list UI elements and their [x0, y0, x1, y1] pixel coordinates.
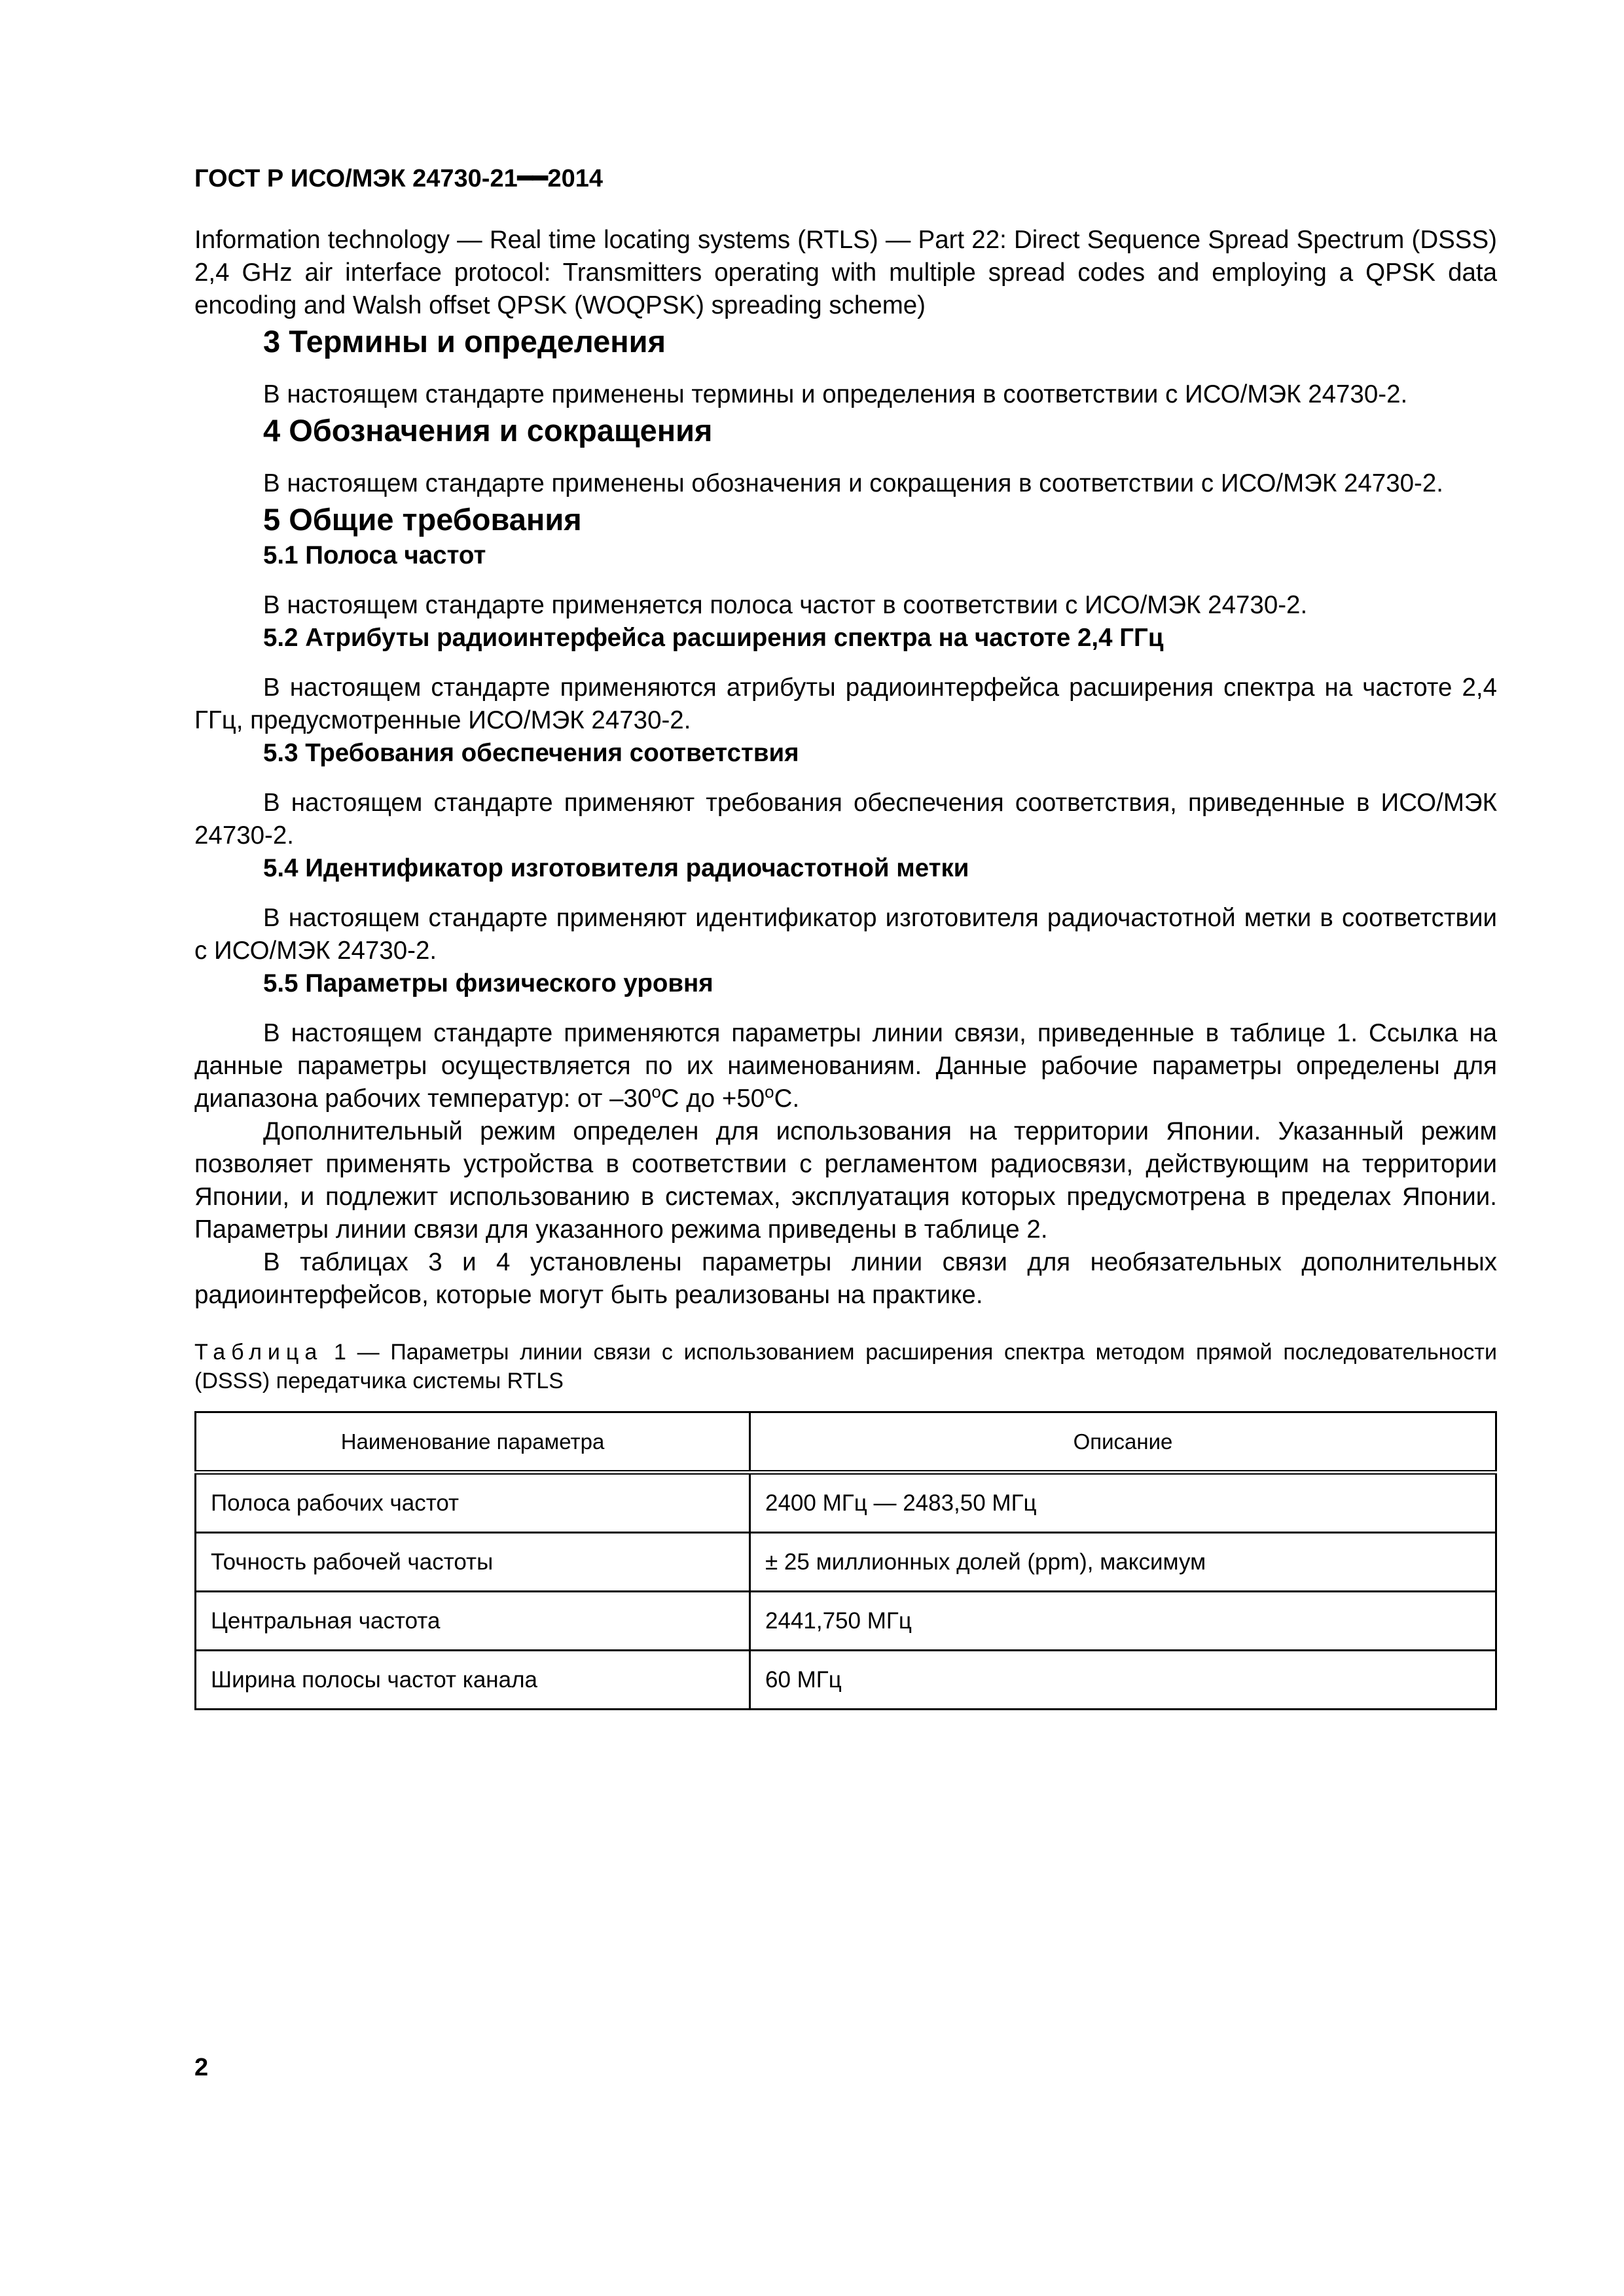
column-header-parameter: Наименование параметра: [196, 1412, 750, 1473]
section-5-3-text: В настоящем стандарте применяют требования обеспечения соответствия, приведенные в ИСО/МЭК 24730-2.: [194, 789, 1497, 850]
temperature-text-middle: С до +50: [660, 1085, 765, 1113]
section-5-2-text: В настоящем стандарте применяются атрибуты радиоинтерфейса расширения спектра на частоте 2,4 ГГц, предусмотренные ИСО/МЭК 24730-2.: [194, 673, 1497, 734]
intro-paragraph: Information technology — Real time locating systems (RTLS) — Part 22: Direct Sequence Spread Spectrum (DSSS) 2,4 GHz air interface protocol: Transmitters operating with multiple spread codes and employing a QPSK data encoding and Walsh offset QPSK (WOQPSK) spreading scheme): [194, 226, 1497, 319]
table-row: [196, 1592, 1496, 1651]
section-5-5-paragraph-1: [194, 1017, 1497, 1115]
table-cell-parameter: Центральная частота: [196, 1592, 750, 1651]
table-cell-parameter: Полоса рабочих частот: [196, 1473, 750, 1533]
section-5-4-text: В настоящем стандарте применяют идентификатор изготовителя радиочастотной метки в соответствии с ИСО/МЭК 24730-2.: [194, 904, 1497, 965]
column-header-description: Описание: [750, 1412, 1496, 1473]
table-cell-description: 2441,750 МГц: [750, 1592, 1496, 1651]
section-5-1-text: В настоящем стандарте применяется полоса частот в соответствии с ИСО/МЭК 24730-2.: [263, 591, 1308, 619]
table-caption-text: 1 — Параметры линии связи с использованием расширения спектра методом прямой последовательности (DSSS) передатчика системы RTLS: [194, 1340, 1497, 1393]
table-cell-parameter: Точность рабочей частоты: [196, 1533, 750, 1592]
section-4-text: В настоящем стандарте применены обозначения и сокращения в соответствии с ИСО/МЭК 24730-2.: [263, 469, 1443, 497]
section-5-2-heading: 5.2 Атрибуты радиоинтерфейса расширения спектра на частоте 2,4 ГГц: [263, 624, 1164, 652]
degree-mark: o: [765, 1082, 774, 1102]
table-row: [196, 1651, 1496, 1710]
section-5-5-paragraph-2: Дополнительный режим определен для использования на территории Японии. Указанный режим позволяет применять устройства в соответствии с регламентом радиосвязи, действующим на территории Японии, и подлежит использованию в системах, эксплуатация которых предусмотрена в пределах Японии. Параметры линии связи для указанного режима приведены в таблице 2.: [194, 1117, 1497, 1244]
document-body: [194, 224, 1497, 1710]
section-5-1-heading: 5.1 Полоса частот: [263, 541, 486, 569]
temperature-text-start: В настоящем стандарте применяются параметры линии связи, приведенные в таблице 1. Ссылка на данные параметры осуществляется по их наименованиям. Данные рабочие параметры определены для диапазона рабочих температур: от –30: [194, 1019, 1497, 1113]
page-number: 2: [194, 2054, 209, 2081]
temperature-text-end: С.: [774, 1085, 800, 1113]
section-3-heading: 3 Термины и определения: [263, 324, 666, 359]
section-3-text: В настоящем стандарте применены термины и определения в соответствии с ИСО/МЭК 24730-2.: [263, 380, 1408, 408]
table-1-caption: [194, 1338, 1497, 1395]
table-cell-parameter: Ширина полосы частот канала: [196, 1651, 750, 1710]
table-caption-label: Таблица: [194, 1340, 323, 1365]
section-5-5-paragraph-3: В таблицах 3 и 4 установлены параметры линии связи для необязательных дополнительных радиоинтерфейсов, которые могут быть реализованы на практике.: [194, 1248, 1497, 1309]
table-cell-description: ± 25 миллионных долей (ppm), максимум: [750, 1533, 1496, 1592]
section-4-heading: 4 Обозначения и сокращения: [263, 413, 713, 448]
table-cell-description: 60 МГц: [750, 1651, 1496, 1710]
section-5-5-heading: 5.5 Параметры физического уровня: [263, 969, 713, 997]
section-5-3-heading: 5.3 Требования обеспечения соответствия: [263, 739, 799, 767]
degree-mark: o: [651, 1082, 661, 1102]
table-cell-description: 2400 МГц — 2483,50 МГц: [750, 1473, 1496, 1533]
table-row: [196, 1533, 1496, 1592]
table-1: [194, 1411, 1497, 1710]
table-row: [196, 1473, 1496, 1533]
document-header: ГОСТ Р ИСО/МЭК 24730-21━━2014: [194, 165, 604, 192]
section-5-4-heading: 5.4 Идентификатор изготовителя радиочастотной метки: [263, 854, 969, 882]
table-header-row: [196, 1412, 1496, 1473]
section-5-heading: 5 Общие требования: [263, 502, 582, 537]
